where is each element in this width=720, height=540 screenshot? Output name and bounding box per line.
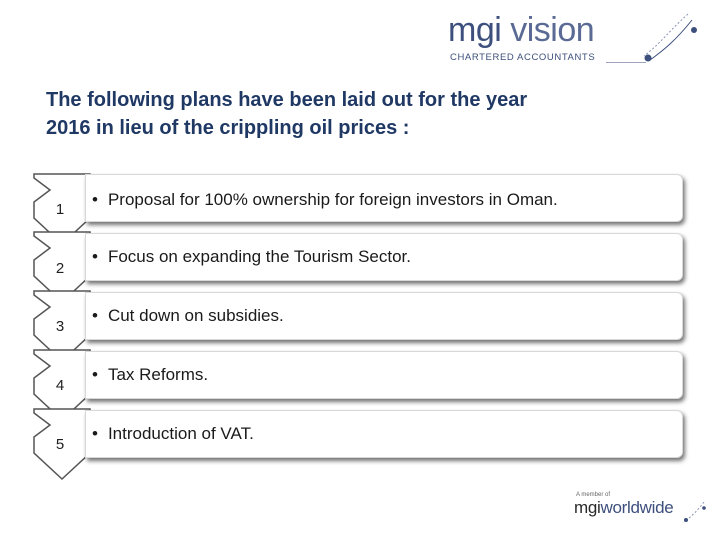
step-number: 1 [55, 201, 65, 218]
step-text [92, 364, 208, 386]
logo-vision: vision [510, 11, 595, 49]
mgi-worldwide-logo [574, 492, 714, 532]
title-line-2: 2016 in lieu of the crippling oil prices : [46, 117, 410, 139]
step-text [92, 189, 558, 211]
bullet-icon: • [92, 247, 98, 266]
step-number: 4 [55, 377, 65, 394]
bullet-icon: • [92, 424, 98, 443]
worldwide-wordmark [574, 498, 673, 518]
step-text [92, 305, 284, 327]
step-text [92, 246, 411, 268]
bullet-icon: • [92, 190, 98, 209]
footer-worldwide: worldwide [600, 498, 674, 517]
step-number: 2 [55, 260, 65, 277]
step-number: 3 [55, 318, 65, 335]
title-line-1: The following plans have been laid out for the year [46, 89, 528, 111]
step-label: Cut down on subsidies. [107, 306, 284, 325]
step-label: Focus on expanding the Tourism Sector. [107, 247, 411, 266]
step-text [92, 423, 254, 445]
step-label: Introduction of VAT. [107, 424, 254, 443]
worldwide-swoosh-icon [682, 500, 708, 526]
step-label: Tax Reforms. [107, 365, 209, 384]
footer-mgi: mgi [574, 498, 601, 517]
logo-tagline: CHARTERED ACCOUNTANTS [450, 52, 596, 63]
step-number: 5 [55, 436, 65, 453]
bullet-icon: • [92, 306, 98, 325]
logo-mgi: mgi [448, 11, 502, 49]
bullet-icon: • [92, 365, 98, 384]
member-of-label: A member of [576, 492, 611, 498]
step-label: Proposal for 100% ownership for foreign investors in Oman. [107, 190, 558, 209]
